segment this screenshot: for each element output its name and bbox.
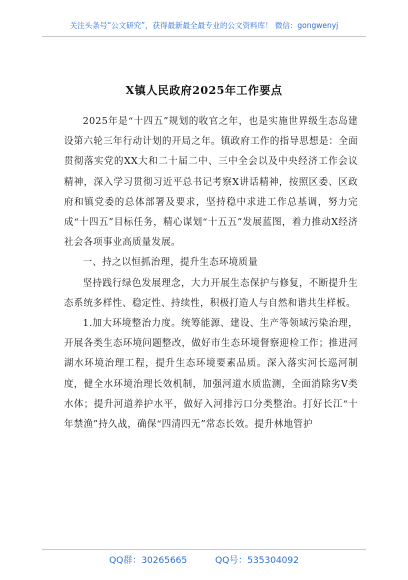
section-heading: 一、持之以恒抓治理，提升生态环境质量 — [82, 257, 258, 269]
footer-qq-group: QQ群：30265665 — [109, 556, 188, 566]
header-promo-bar — [42, 16, 366, 37]
document-title: X镇人民政府2025年工作要点 — [125, 84, 283, 97]
header-promo-text: 关注头条号“公文研究”，获得最新最全最专业的公文资料库！ 微信：gongwenyj — [69, 21, 339, 30]
section-paragraph: 坚持践行绿色发展理念，大力开展生态保护与修复，不断提升生态系统多样性、稳定性、持续性，积极打造人与自然和谐共生样板。 — [64, 277, 358, 309]
footer-contact-bar — [42, 549, 366, 572]
intro-paragraph: 2025年是“十四五”规划的收官之年，也是实施世界级生态岛建设第六轮三年行动计划的开局之年。镇政府工作的指导思想是：全面贯彻落实党的XX大和二十届二中、三中全会以及中央经济工作会议精神，深入学习贯彻习近平总书记考察X讲话精神，按照区委、区政府和镇党委的总体部署及要求，坚持稳中求进工作总基调，努力完成“十四五”目标任务，精心谋划“十五五”发展蓝图，着力推动X经济社会各项事业高质量发展。 — [64, 116, 358, 249]
footer-qq: QQ号：535304092 — [215, 556, 299, 566]
item-paragraph: 1.加大环境整治力度。统筹能源、建设、生产等领域污染治理，开展各类生态环境问题整改，做好市生态环境督察迎检工作；推进河湖水环境治理工程，提升生态环境要素品质。深入落实河长巡河制度，健全水环境治理长效机制，加强河道水质监测，全面消除劣V类水体；提升河道养护水平，做好入河排污口分类整治。打好长江“十年禁渔”持久战，确保“四清四无”常态长效。提升林地管护 — [64, 318, 358, 431]
document-body — [64, 112, 358, 435]
